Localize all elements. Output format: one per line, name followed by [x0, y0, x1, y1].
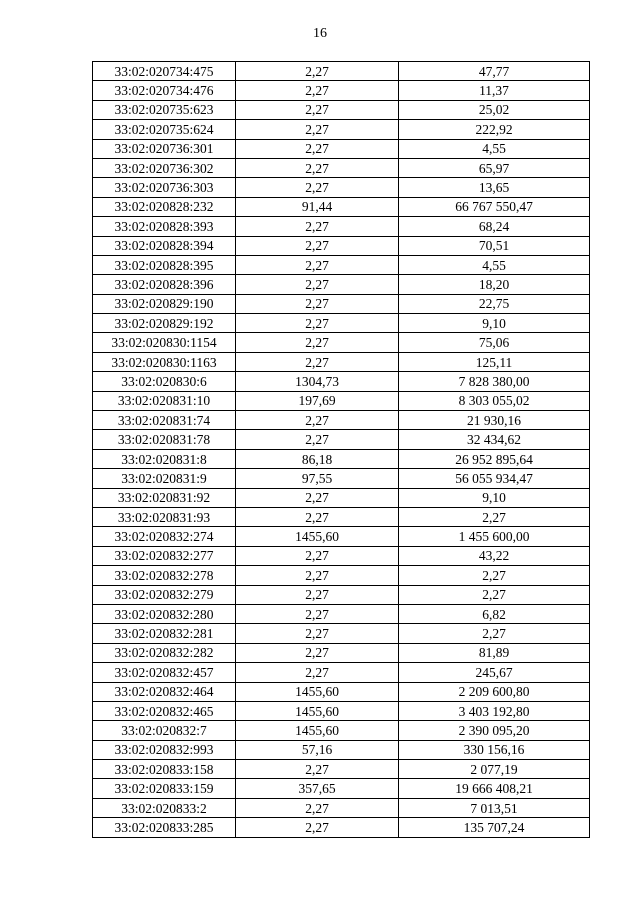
table-row	[93, 566, 590, 585]
table-body	[93, 62, 590, 838]
table-row	[93, 158, 590, 177]
table-row	[93, 760, 590, 779]
area-value-cell: 2,27	[236, 663, 399, 682]
amount-value-cell: 26 952 895,64	[399, 449, 590, 468]
area-value-cell: 2,27	[236, 120, 399, 139]
area-value-cell: 2,27	[236, 760, 399, 779]
table-row	[93, 62, 590, 81]
amount-value-cell: 9,10	[399, 488, 590, 507]
cadastral-number-cell: 33:02:020832:280	[93, 604, 236, 623]
amount-value-cell: 11,37	[399, 81, 590, 100]
amount-value-cell: 66 767 550,47	[399, 197, 590, 216]
area-value-cell: 97,55	[236, 469, 399, 488]
cadastral-number-cell: 33:02:020832:278	[93, 566, 236, 585]
area-value-cell: 2,27	[236, 798, 399, 817]
area-value-cell: 2,27	[236, 333, 399, 352]
area-value-cell: 2,27	[236, 81, 399, 100]
amount-value-cell: 43,22	[399, 546, 590, 565]
table-row	[93, 275, 590, 294]
table-row	[93, 721, 590, 740]
amount-value-cell: 3 403 192,80	[399, 701, 590, 720]
cadastral-number-cell: 33:02:020832:277	[93, 546, 236, 565]
table-row	[93, 798, 590, 817]
area-value-cell: 2,27	[236, 275, 399, 294]
amount-value-cell: 2,27	[399, 566, 590, 585]
amount-value-cell: 32 434,62	[399, 430, 590, 449]
cadastral-number-cell: 33:02:020735:623	[93, 100, 236, 119]
amount-value-cell: 21 930,16	[399, 411, 590, 430]
area-value-cell: 2,27	[236, 604, 399, 623]
amount-value-cell: 9,10	[399, 314, 590, 333]
table-row	[93, 411, 590, 430]
table-row	[93, 100, 590, 119]
table-row	[93, 391, 590, 410]
amount-value-cell: 4,55	[399, 255, 590, 274]
cadastral-number-cell: 33:02:020831:78	[93, 430, 236, 449]
amount-value-cell: 330 156,16	[399, 740, 590, 759]
cadastral-number-cell: 33:02:020832:464	[93, 682, 236, 701]
area-value-cell: 2,27	[236, 430, 399, 449]
amount-value-cell: 2 209 600,80	[399, 682, 590, 701]
amount-value-cell: 81,89	[399, 643, 590, 662]
amount-value-cell: 22,75	[399, 294, 590, 313]
table-row	[93, 469, 590, 488]
area-value-cell: 2,27	[236, 294, 399, 313]
area-value-cell: 2,27	[236, 624, 399, 643]
area-value-cell: 2,27	[236, 411, 399, 430]
amount-value-cell: 135 707,24	[399, 818, 590, 837]
page-number: 16	[313, 26, 327, 41]
table-row	[93, 546, 590, 565]
table-row	[93, 217, 590, 236]
amount-value-cell: 1 455 600,00	[399, 527, 590, 546]
table-row	[93, 740, 590, 759]
cadastral-number-cell: 33:02:020832:993	[93, 740, 236, 759]
area-value-cell: 357,65	[236, 779, 399, 798]
amount-value-cell: 2 390 095,20	[399, 721, 590, 740]
table-row	[93, 701, 590, 720]
cadastral-number-cell: 33:02:020828:396	[93, 275, 236, 294]
cadastral-number-cell: 33:02:020832:465	[93, 701, 236, 720]
area-value-cell: 1455,60	[236, 682, 399, 701]
area-value-cell: 2,27	[236, 488, 399, 507]
amount-value-cell: 7 013,51	[399, 798, 590, 817]
cadastral-number-cell: 33:02:020831:92	[93, 488, 236, 507]
area-value-cell: 2,27	[236, 352, 399, 371]
cadastral-number-cell: 33:02:020735:624	[93, 120, 236, 139]
table-row	[93, 527, 590, 546]
area-value-cell: 86,18	[236, 449, 399, 468]
cadastral-number-cell: 33:02:020736:303	[93, 178, 236, 197]
amount-value-cell: 6,82	[399, 604, 590, 623]
area-value-cell: 2,27	[236, 566, 399, 585]
amount-value-cell: 2,27	[399, 507, 590, 526]
cadastral-number-cell: 33:02:020736:302	[93, 158, 236, 177]
amount-value-cell: 68,24	[399, 217, 590, 236]
amount-value-cell: 13,65	[399, 178, 590, 197]
amount-value-cell: 25,02	[399, 100, 590, 119]
table-row	[93, 430, 590, 449]
data-table	[92, 61, 590, 838]
cadastral-number-cell: 33:02:020831:93	[93, 507, 236, 526]
table-row	[93, 120, 590, 139]
table-row	[93, 314, 590, 333]
cadastral-number-cell: 33:02:020734:476	[93, 81, 236, 100]
area-value-cell: 1455,60	[236, 721, 399, 740]
table-row	[93, 178, 590, 197]
table-row	[93, 682, 590, 701]
cadastral-number-cell: 33:02:020828:395	[93, 255, 236, 274]
cadastral-number-cell: 33:02:020830:6	[93, 372, 236, 391]
area-value-cell: 2,27	[236, 178, 399, 197]
cadastral-number-cell: 33:02:020828:393	[93, 217, 236, 236]
amount-value-cell: 7 828 380,00	[399, 372, 590, 391]
area-value-cell: 2,27	[236, 100, 399, 119]
area-value-cell: 2,27	[236, 643, 399, 662]
cadastral-number-cell: 33:02:020833:159	[93, 779, 236, 798]
cadastral-number-cell: 33:02:020830:1154	[93, 333, 236, 352]
amount-value-cell: 75,06	[399, 333, 590, 352]
cadastral-number-cell: 33:02:020828:232	[93, 197, 236, 216]
area-value-cell: 1455,60	[236, 527, 399, 546]
area-value-cell: 1455,60	[236, 701, 399, 720]
amount-value-cell: 18,20	[399, 275, 590, 294]
area-value-cell: 197,69	[236, 391, 399, 410]
cadastral-number-cell: 33:02:020831:9	[93, 469, 236, 488]
table-row	[93, 585, 590, 604]
table-row	[93, 449, 590, 468]
area-value-cell: 2,27	[236, 585, 399, 604]
area-value-cell: 1304,73	[236, 372, 399, 391]
table-row	[93, 663, 590, 682]
area-value-cell: 91,44	[236, 197, 399, 216]
table-row	[93, 643, 590, 662]
area-value-cell: 2,27	[236, 507, 399, 526]
amount-value-cell: 19 666 408,21	[399, 779, 590, 798]
cadastral-number-cell: 33:02:020831:10	[93, 391, 236, 410]
table-row	[93, 197, 590, 216]
cadastral-number-cell: 33:02:020829:192	[93, 314, 236, 333]
cadastral-number-cell: 33:02:020832:457	[93, 663, 236, 682]
area-value-cell: 2,27	[236, 546, 399, 565]
table-row	[93, 139, 590, 158]
area-value-cell: 2,27	[236, 236, 399, 255]
area-value-cell: 2,27	[236, 818, 399, 837]
amount-value-cell: 2,27	[399, 585, 590, 604]
amount-value-cell: 2,27	[399, 624, 590, 643]
amount-value-cell: 2 077,19	[399, 760, 590, 779]
cadastral-number-cell: 33:02:020833:2	[93, 798, 236, 817]
amount-value-cell: 70,51	[399, 236, 590, 255]
cadastral-number-cell: 33:02:020832:274	[93, 527, 236, 546]
table-row	[93, 333, 590, 352]
table-row	[93, 352, 590, 371]
table-row	[93, 779, 590, 798]
table-row	[93, 604, 590, 623]
area-value-cell: 2,27	[236, 139, 399, 158]
cadastral-number-cell: 33:02:020832:7	[93, 721, 236, 740]
table-row	[93, 624, 590, 643]
area-value-cell: 2,27	[236, 158, 399, 177]
table-row	[93, 294, 590, 313]
cadastral-number-cell: 33:02:020833:158	[93, 760, 236, 779]
cadastral-number-cell: 33:02:020832:282	[93, 643, 236, 662]
area-value-cell: 2,27	[236, 62, 399, 81]
cadastral-number-cell: 33:02:020829:190	[93, 294, 236, 313]
table-row	[93, 81, 590, 100]
table-row	[93, 488, 590, 507]
cadastral-number-cell: 33:02:020830:1163	[93, 352, 236, 371]
amount-value-cell: 65,97	[399, 158, 590, 177]
cadastral-number-cell: 33:02:020736:301	[93, 139, 236, 158]
amount-value-cell: 245,67	[399, 663, 590, 682]
cadastral-number-cell: 33:02:020832:281	[93, 624, 236, 643]
area-value-cell: 2,27	[236, 314, 399, 333]
amount-value-cell: 125,11	[399, 352, 590, 371]
amount-value-cell: 4,55	[399, 139, 590, 158]
table-row	[93, 255, 590, 274]
amount-value-cell: 8 303 055,02	[399, 391, 590, 410]
table-row	[93, 236, 590, 255]
amount-value-cell: 56 055 934,47	[399, 469, 590, 488]
cadastral-number-cell: 33:02:020734:475	[93, 62, 236, 81]
table-row	[93, 372, 590, 391]
table-row	[93, 507, 590, 526]
amount-value-cell: 222,92	[399, 120, 590, 139]
area-value-cell: 2,27	[236, 217, 399, 236]
cadastral-number-cell: 33:02:020831:8	[93, 449, 236, 468]
cadastral-number-cell: 33:02:020831:74	[93, 411, 236, 430]
table-row	[93, 818, 590, 837]
amount-value-cell: 47,77	[399, 62, 590, 81]
cadastral-number-cell: 33:02:020828:394	[93, 236, 236, 255]
cadastral-number-cell: 33:02:020833:285	[93, 818, 236, 837]
area-value-cell: 57,16	[236, 740, 399, 759]
area-value-cell: 2,27	[236, 255, 399, 274]
cadastral-number-cell: 33:02:020832:279	[93, 585, 236, 604]
